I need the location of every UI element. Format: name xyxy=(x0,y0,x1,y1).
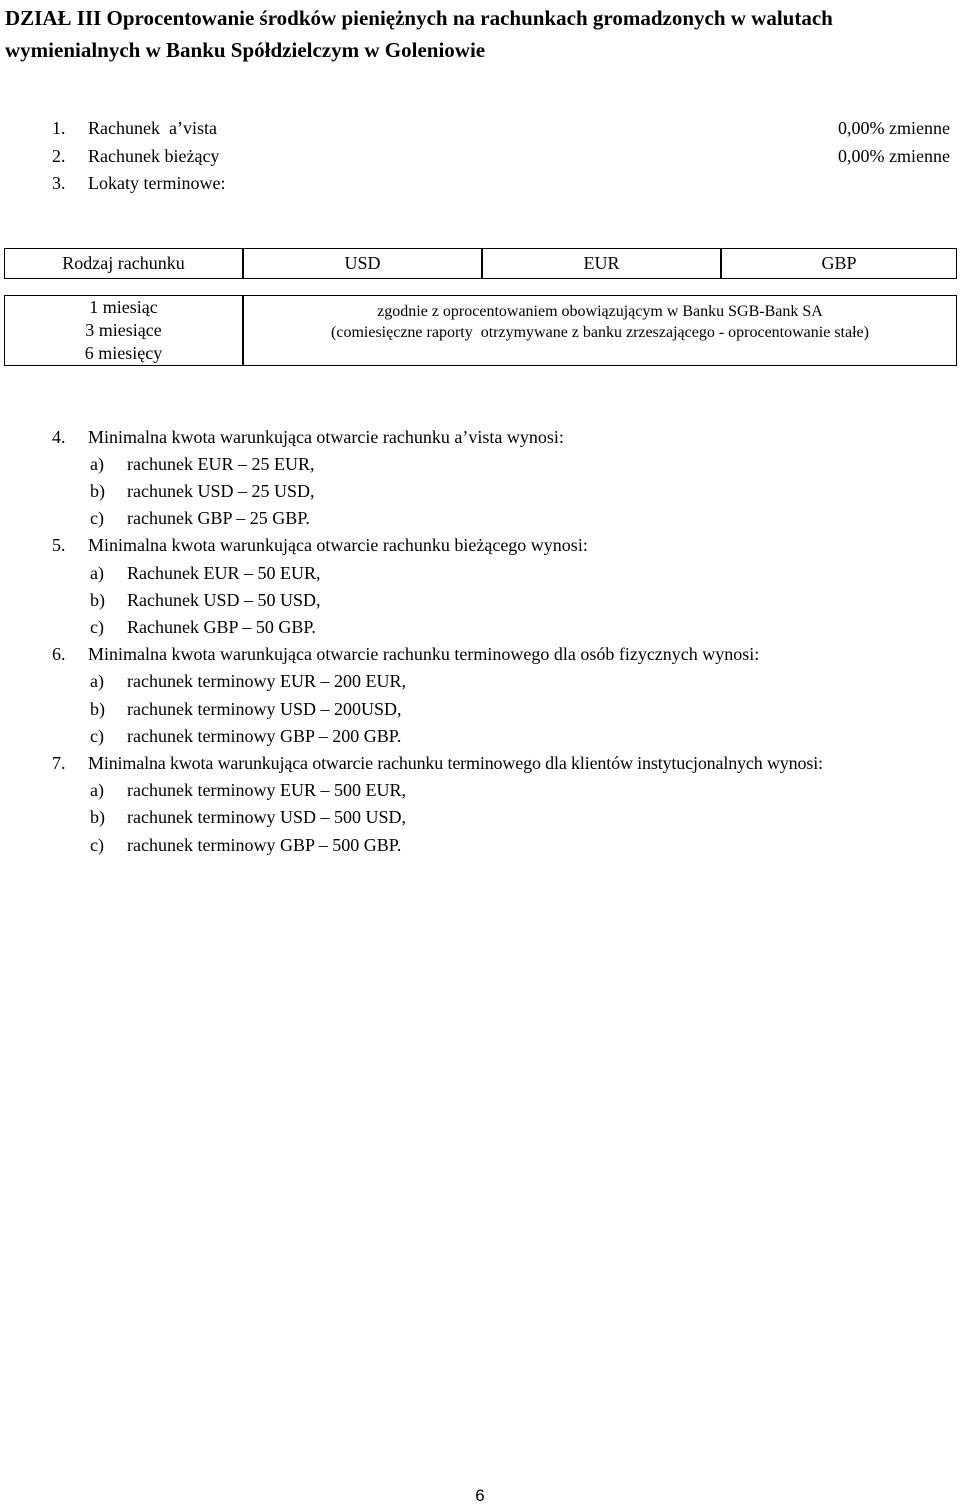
list-item: a) rachunek EUR – 25 EUR, xyxy=(90,454,315,474)
list-item: b) rachunek USD – 25 USD, xyxy=(90,481,315,501)
list-item: c) rachunek terminowy GBP – 200 GBP. xyxy=(90,726,402,746)
intro-item-label: Rachunek bieżący xyxy=(88,146,220,166)
section-4-heading xyxy=(0,424,960,451)
table-header-account-type: Rodzaj rachunku xyxy=(4,248,243,279)
rate-note-line-1: zgodnie z oprocentowaniem obowiązującym w Banku SGB-Bank SA xyxy=(377,302,823,320)
rate-note-line-2: (comiesięczne raporty otrzymywane z banku zrzeszającego - oprocentowanie stałe) xyxy=(331,323,869,341)
table-header-row xyxy=(4,248,957,279)
table-spacer xyxy=(4,279,957,295)
document-title: DZIAŁ III Oprocentowanie środków pieniężnych na rachunkach gromadzonych w walutach wymienialnych w Banku Spółdzielczym w Goleniowie xyxy=(5,6,833,62)
section-text: Minimalna kwota warunkująca otwarcie rachunku terminowego dla klientów instytucjonalnych wynosi: xyxy=(88,753,823,773)
list-item: b) rachunek terminowy USD – 200USD, xyxy=(90,699,402,719)
deposit-rates-table xyxy=(4,248,957,366)
period-1-month: 1 miesiąc xyxy=(89,297,158,317)
table-header-usd: USD xyxy=(243,248,482,279)
list-item: c) rachunek GBP – 25 GBP. xyxy=(90,508,310,528)
intro-item-number: 2. xyxy=(52,146,66,166)
section-number: 5. xyxy=(52,535,66,555)
period-6-months: 6 miesięcy xyxy=(84,343,163,363)
intro-item-rate: 0,00% zmienne xyxy=(838,146,950,166)
section-text: Minimalna kwota warunkująca otwarcie rachunku terminowego dla osób fizycznych wynosi: xyxy=(88,644,760,664)
intro-item-label: Lokaty terminowe: xyxy=(88,173,226,193)
section-text: Minimalna kwota warunkująca otwarcie rachunku bieżącego wynosi: xyxy=(88,535,588,555)
list-item: b) rachunek terminowy USD – 500 USD, xyxy=(90,807,406,827)
table-header-eur: EUR xyxy=(482,248,721,279)
section-text: Minimalna kwota warunkująca otwarcie rachunku a’vista wynosi: xyxy=(88,427,564,447)
section-number: 6. xyxy=(52,644,66,664)
table-row xyxy=(4,295,957,366)
list-item: a) Rachunek EUR – 50 EUR, xyxy=(90,563,321,583)
section-7-heading xyxy=(0,750,960,777)
list-item: c) rachunek terminowy GBP – 500 GBP. xyxy=(90,835,402,855)
table-rate-note-cell xyxy=(243,295,957,366)
section-5-heading xyxy=(0,532,960,559)
intro-item-2 xyxy=(0,143,960,170)
section-6-heading xyxy=(0,641,960,668)
period-3-months: 3 miesiące xyxy=(85,320,162,340)
intro-item-rate: 0,00% zmienne xyxy=(838,118,950,138)
list-item: c) Rachunek GBP – 50 GBP. xyxy=(90,617,316,637)
table-header-gbp: GBP xyxy=(721,248,957,279)
intro-item-label: Rachunek a’vista xyxy=(88,118,217,138)
section-number: 7. xyxy=(52,753,66,773)
table-periods-cell xyxy=(4,295,243,366)
intro-item-3 xyxy=(0,170,960,197)
page-number: 6 xyxy=(475,1486,485,1505)
list-item: a) rachunek terminowy EUR – 200 EUR, xyxy=(90,671,406,691)
intro-item-number: 1. xyxy=(52,118,66,138)
list-item: a) rachunek terminowy EUR – 500 EUR, xyxy=(90,780,406,800)
list-item: b) Rachunek USD – 50 USD, xyxy=(90,590,321,610)
section-number: 4. xyxy=(52,427,66,447)
intro-item-number: 3. xyxy=(52,173,66,193)
intro-item-1 xyxy=(0,115,960,142)
